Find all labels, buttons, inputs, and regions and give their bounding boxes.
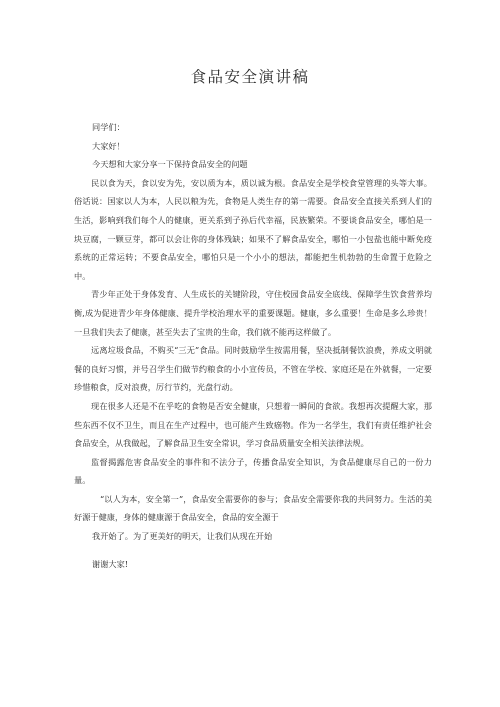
- paragraph-1: 民以食为天，食以安为先，安以质为本，质以诚为根。食品安全是学校食堂管理的头等大事。俗话说：国家以人为本，人民以粮为先，食物是人类生存的第一需要。食品安全直接关系到人们的生活，影响到我们每个人的健康，更关系到子孙后代幸福，民族繁荣。不要谈食品安全，哪怕是一块豆腐，一颗豆芽，都可以会让你的身体残缺；如果不了解食品安全，哪怕一小包盐也能中断免疫系统的正常运转；不要食品安全，哪怕只是一个小小的想法，都能把生机勃勃的生命置于危险之中。: [74, 177, 432, 281]
- paragraph-3: 远离垃圾食品，不购买“三无”食品。同时鼓励学生按需用餐，坚决抵制餐饮浪费，养成文明就餐的良好习惯，并号召学生们做节约粮食的小小宣传员，不管在学校、家庭还是在外就餐，一定要珍惜粮食，反对浪费，厉行节约，光盘行动。: [74, 345, 432, 393]
- paragraph-2: 青少年正处于身体发育、人生成长的关键阶段，守住校园食品安全底线、保障学生饮食营养均衡,成为促进青少年身体健康、提升学校治理水平的重要课题。健康，多么重要！生命是多么珍贵！一旦我们失去了健康，甚至失去了宝贵的生命，我们就不能再这样做了。: [74, 289, 432, 337]
- quote-paragraph: “以人为本，安全第一”，食品安全需要你的参与；食品安全需要你我的共同努力。生活的美好源于健康，身体的健康源于食品安全，食品的安全源于: [74, 493, 432, 523]
- greeting: 大家好！: [92, 140, 125, 151]
- paragraph-5: 监督揭露危害食品安全的事件和不法分子，传播食品安全知识，为食品健康尽自己的一份力量。: [74, 456, 432, 486]
- thanks-line: 谢谢大家!: [92, 558, 129, 569]
- intro-line: 今天想和大家分享一下保持食品安全的问题: [92, 159, 248, 170]
- paragraph-4: 现在很多人还是不在乎吃的食物是否安全健康，只想着一瞬间的食欲。我想再次提醒大家，那些东西不仅不卫生，而且在生产过程中，也可能产生致癌物。作为一名学生，我们有责任维护社会食品安全，从我做起，了解食品卫生安全常识，学习食品质量安全相关法律法规。: [74, 400, 432, 449]
- salutation: 同学们：: [92, 122, 125, 132]
- document-title: 食品安全演讲稿: [190, 68, 310, 86]
- closing-line: 我开始了。为了更美好的明天，让我们从现在开始: [92, 531, 273, 542]
- document-body: [74, 118, 432, 573]
